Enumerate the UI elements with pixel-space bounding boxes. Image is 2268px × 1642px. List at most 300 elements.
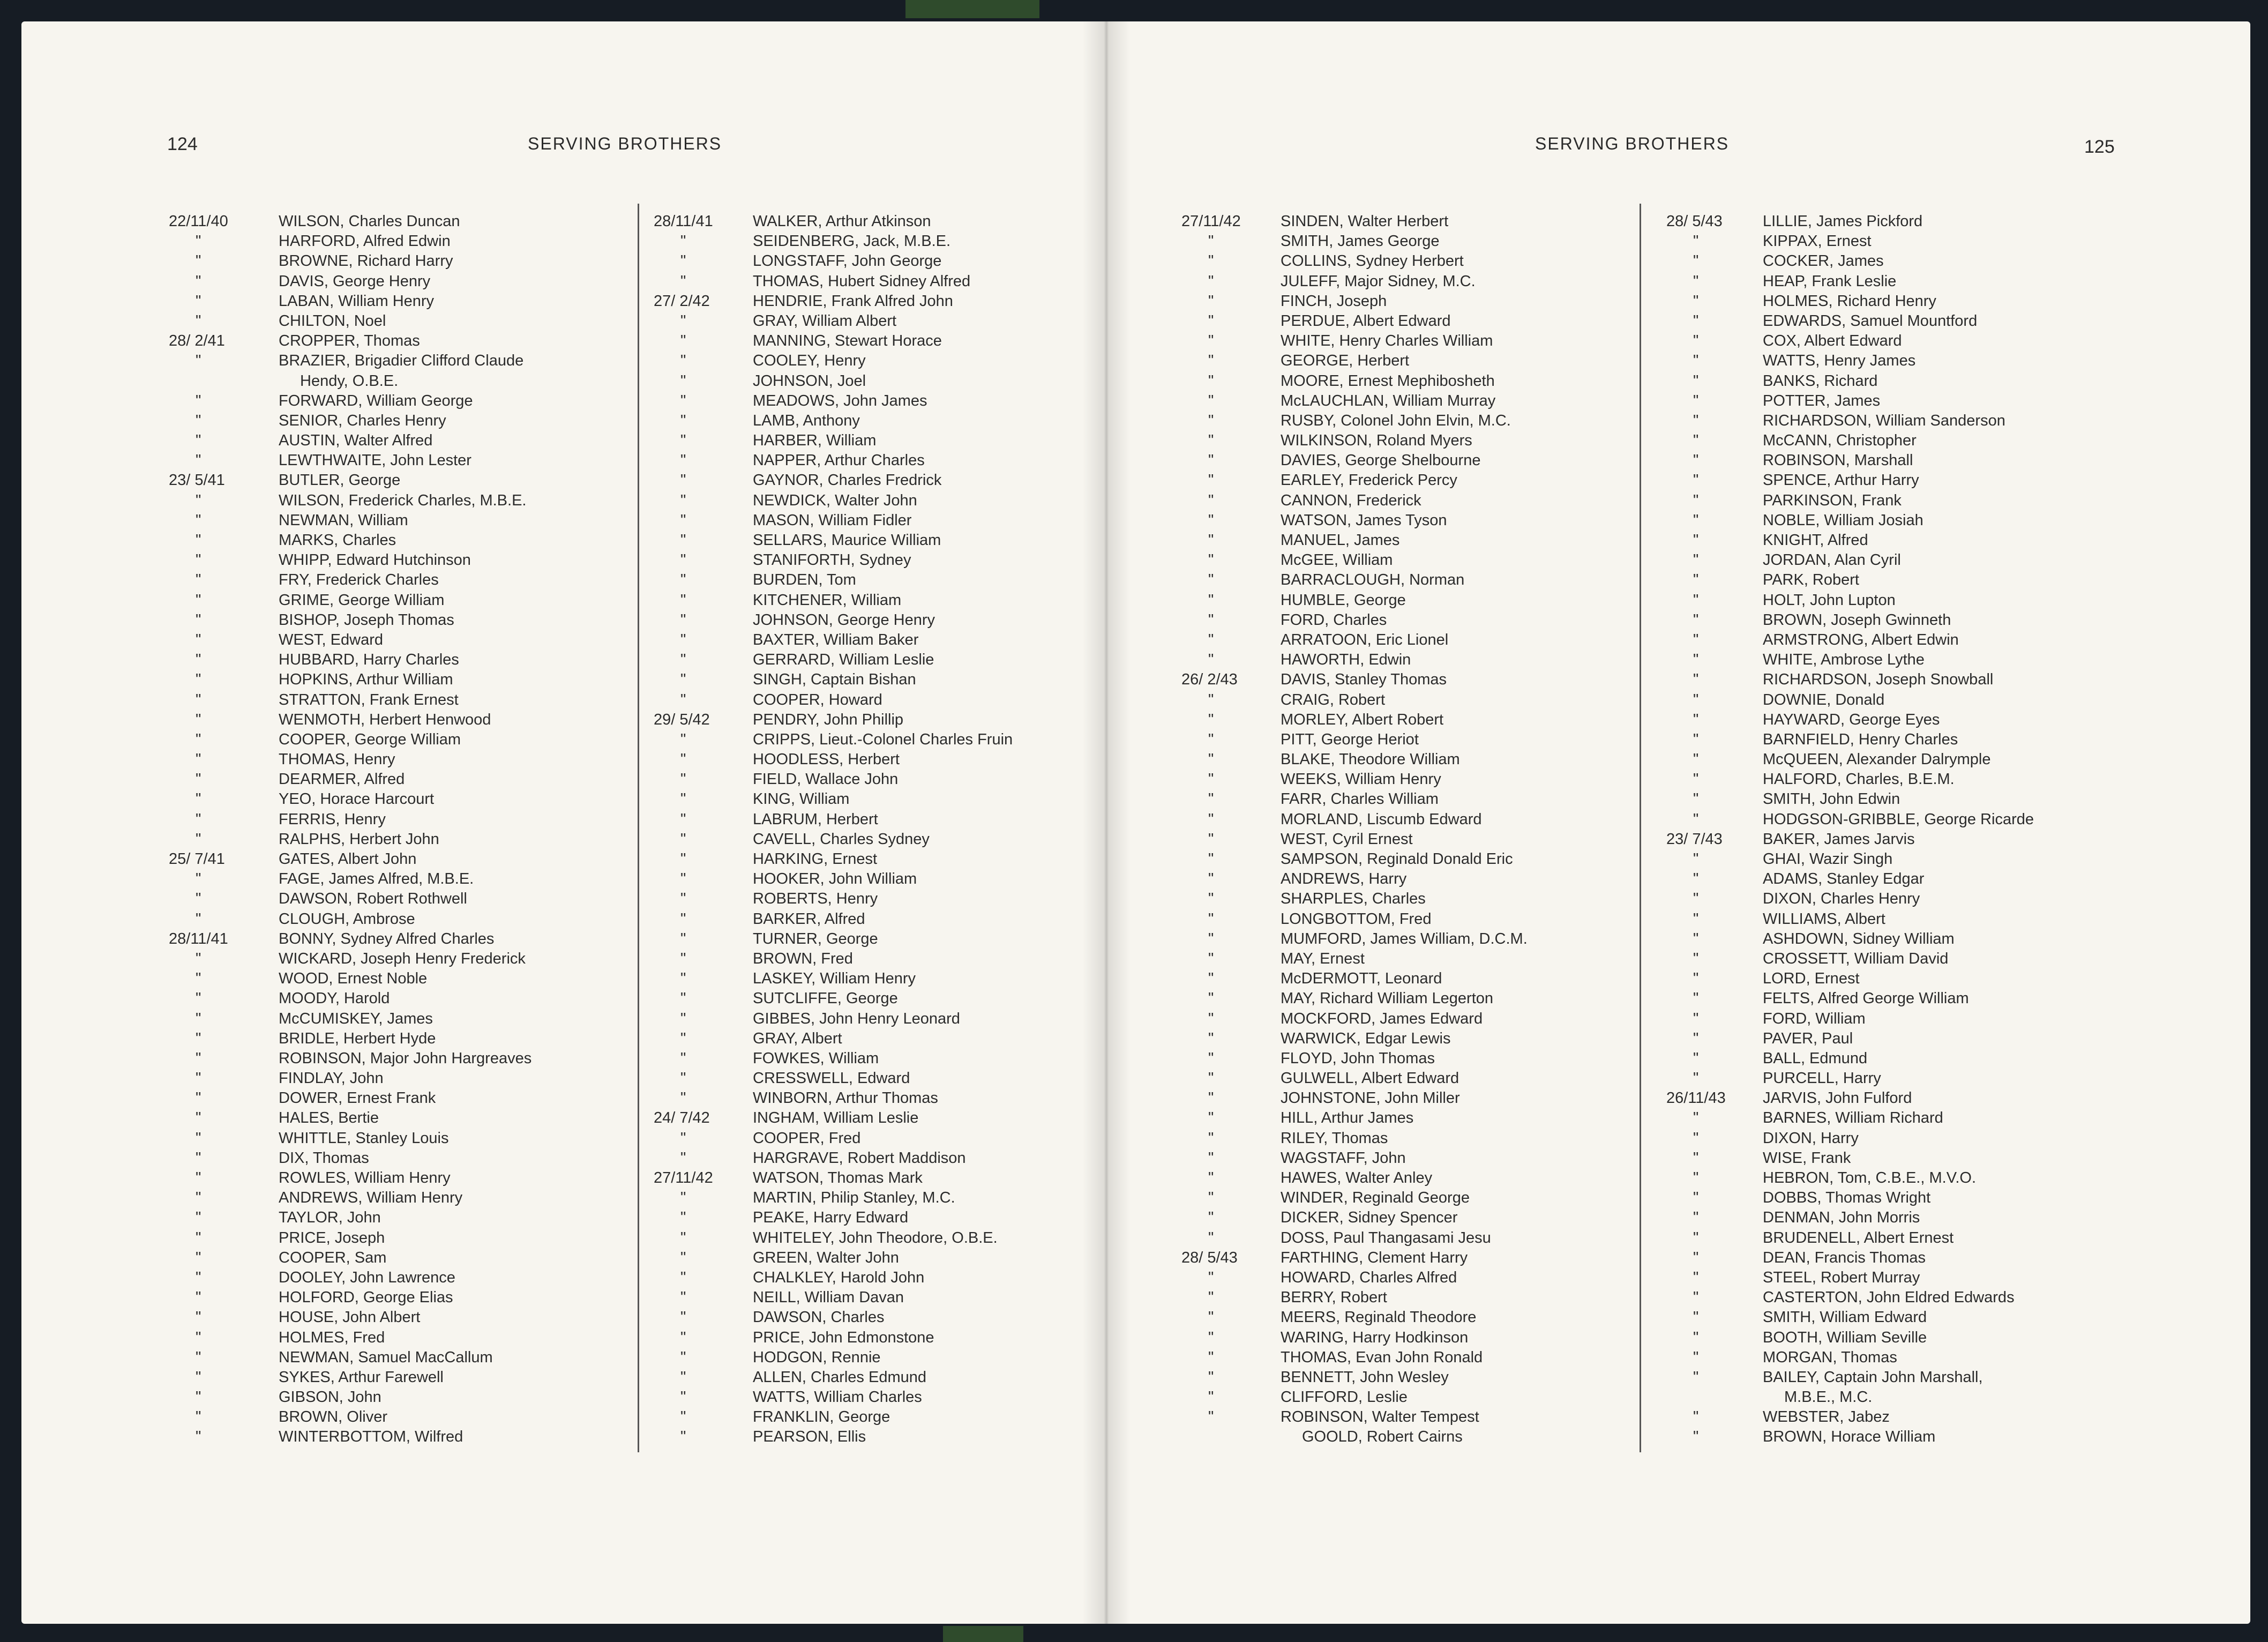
entry-name: DAWSON, Robert Rothwell (279, 890, 467, 908)
entry-name: ROBINSON, Marshall (1763, 452, 1913, 469)
entry-name: MORLEY, Albert Robert (1281, 711, 1444, 728)
entry-date: " (196, 252, 201, 270)
entry-date: " (680, 830, 686, 848)
entry-name: BOOTH, William Seville (1763, 1328, 1927, 1346)
entry-date: " (196, 870, 201, 888)
entry-name: DIXON, Harry (1763, 1129, 1859, 1147)
entry-name: HARGRAVE, Robert Maddison (753, 1149, 966, 1167)
entry-name: COOPER, Sam (279, 1249, 387, 1266)
entry-name: PRICE, John Edmonstone (753, 1328, 934, 1346)
entry-name: GATES, Albert John (279, 850, 417, 868)
entry-date: " (1693, 532, 1699, 549)
entry-date: " (1208, 1268, 1214, 1286)
entry-name: FINDLAY, John (279, 1070, 384, 1087)
entry-date: " (196, 532, 201, 549)
entry-date: " (1208, 890, 1214, 908)
entry-date: " (1208, 1368, 1214, 1386)
entry-name: HOUSE, John Albert (279, 1309, 421, 1326)
entry-date: " (680, 990, 686, 1007)
entry-date: 25/ 7/41 (169, 850, 225, 868)
entry-name: FRANKLIN, George (753, 1408, 890, 1426)
entry-name: McCUMISKEY, James (279, 1010, 433, 1027)
entry-name: WEST, Cyril Ernest (1281, 830, 1413, 848)
entry-date: " (680, 790, 686, 808)
entry-date: " (196, 1169, 201, 1186)
entry-date: " (1208, 631, 1214, 648)
entry-date: " (196, 1408, 201, 1426)
entry-name: WHITE, Henry Charles William (1281, 332, 1493, 350)
entry-date: " (196, 551, 201, 569)
entry-date: " (1693, 1309, 1699, 1326)
entry-date: " (680, 1189, 686, 1207)
entry-name: HAWORTH, Edwin (1281, 651, 1411, 669)
entry-name: SELLARS, Maurice William (753, 532, 941, 549)
entry-name: HOOKER, John William (753, 870, 917, 888)
entry-date: " (680, 352, 686, 370)
entry-date: " (1693, 950, 1699, 967)
entry-date: " (1208, 272, 1214, 290)
entry-date: 28/11/41 (169, 930, 228, 947)
entry-name: WILLIAMS, Albert (1763, 910, 1885, 928)
entry-date: " (1208, 1289, 1214, 1307)
entry-date: " (680, 870, 686, 888)
entry-name: ARRATOON, Eric Lionel (1281, 631, 1449, 648)
entry-date: " (196, 671, 201, 689)
entry-date: " (196, 432, 201, 450)
entry-name: MEADOWS, John James (753, 392, 927, 409)
entry-date: " (1208, 1129, 1214, 1147)
entry-date: " (680, 1309, 686, 1326)
entry-name: HARBER, William (753, 432, 877, 450)
entry-name: SMITH, John Edwin (1763, 790, 1900, 808)
entry-name: JOHNSTONE, John Miller (1281, 1089, 1460, 1107)
entry-name: WINBORN, Arthur Thomas (753, 1089, 938, 1107)
entry-date: " (196, 1428, 201, 1446)
entry-name: HOLMES, Richard Henry (1763, 292, 1936, 310)
entry-date: " (196, 511, 201, 529)
entry-date: " (1693, 910, 1699, 928)
entry-name: BROWN, Fred (753, 950, 853, 967)
entry-name: MARKS, Charles (279, 532, 396, 549)
entry-date: " (680, 332, 686, 350)
entry-name: AUSTIN, Walter Alfred (279, 432, 433, 450)
entry-date: " (196, 412, 201, 429)
entry-date: " (1693, 252, 1699, 270)
entry-date: " (1693, 412, 1699, 429)
entry-name: ADAMS, Stanley Edgar (1763, 870, 1925, 888)
entry-date: 28/ 2/41 (169, 332, 225, 350)
entry-date: " (1208, 1049, 1214, 1067)
entry-name: PITT, George Heriot (1281, 730, 1419, 748)
entry-name: WARING, Harry Hodkinson (1281, 1328, 1469, 1346)
entry-date: " (1208, 810, 1214, 828)
entry-name: BRIDLE, Herbert Hyde (279, 1029, 436, 1047)
entry-name: CRAIG, Robert (1281, 691, 1385, 708)
entry-name: BROWN, Joseph Gwinneth (1763, 611, 1951, 629)
entry-name: GIBSON, John (279, 1389, 381, 1406)
entry-date: " (1208, 1209, 1214, 1227)
entry-date: " (196, 452, 201, 469)
entry-date: " (1208, 1408, 1214, 1426)
entry-name: BARRACLOUGH, Norman (1281, 571, 1465, 589)
entry-date: " (196, 751, 201, 768)
entry-name: HUMBLE, George (1281, 591, 1406, 609)
entry-date: " (1208, 412, 1214, 429)
entry-name: ARMSTRONG, Albert Edwin (1763, 631, 1959, 648)
entry-date: " (1693, 332, 1699, 350)
entry-name: ALLEN, Charles Edmund (753, 1368, 926, 1386)
entry-date: " (1693, 850, 1699, 868)
entry-name: THOMAS, Hubert Sidney Alfred (753, 272, 971, 290)
entry-date: " (1693, 312, 1699, 330)
entry-name: LONGSTAFF, John George (753, 252, 942, 270)
entry-name: CROSSETT, William David (1763, 950, 1949, 967)
entry-name: DAWSON, Charles (753, 1309, 885, 1326)
entry-date: " (196, 830, 201, 848)
entry-name: WATSON, James Tyson (1281, 511, 1447, 529)
entry-name: FORWARD, William George (279, 392, 473, 409)
entry-name: WARWICK, Edgar Lewis (1281, 1029, 1451, 1047)
entry-date: " (196, 730, 201, 748)
entry-date: " (680, 233, 686, 250)
entry-date: " (1208, 990, 1214, 1007)
entry-date: " (1208, 970, 1214, 988)
entry-date: " (1693, 233, 1699, 250)
entry-name: HUBBARD, Harry Charles (279, 651, 459, 669)
entry-date: " (1693, 491, 1699, 509)
entry-date: " (680, 1389, 686, 1406)
entry-name: DEAN, Francis Thomas (1763, 1249, 1926, 1266)
entry-date: " (196, 890, 201, 908)
entry-date: " (680, 810, 686, 828)
entry-date: " (196, 1289, 201, 1307)
entry-name: DAVIS, Stanley Thomas (1281, 671, 1447, 689)
entry-name: LILLIE, James Pickford (1763, 213, 1923, 230)
entry-name: McLAUCHLAN, William Murray (1281, 392, 1496, 409)
entry-date: " (1208, 571, 1214, 589)
entry-name: WHITTLE, Stanley Louis (279, 1129, 449, 1147)
entry-date: " (1208, 452, 1214, 469)
entry-name: YEO, Horace Harcourt (279, 790, 435, 808)
entry-name: HARKING, Ernest (753, 850, 878, 868)
entry-date: " (196, 631, 201, 648)
entry-date: " (1693, 272, 1699, 290)
entry-name: HILL, Arthur James (1281, 1109, 1414, 1127)
entry-name: CANNON, Frederick (1281, 491, 1421, 509)
entry-date: " (1693, 452, 1699, 469)
right-column-divider (1640, 204, 1641, 1452)
left-page (21, 21, 1104, 1624)
entry-name: WOOD, Ernest Noble (279, 970, 428, 988)
entry-date: " (1208, 1389, 1214, 1406)
entry-date: " (1693, 1129, 1699, 1147)
entry-date: " (680, 730, 686, 748)
entry-name: STRATTON, Frank Ernest (279, 691, 459, 708)
entry-name: CRIPPS, Lieut.-Colonel Charles Fruin (753, 730, 1013, 748)
right-page (1104, 21, 2250, 1624)
entry-name: FORD, Charles (1281, 611, 1387, 629)
entry-name: FLOYD, John Thomas (1281, 1049, 1435, 1067)
entry-date: " (1208, 651, 1214, 669)
entry-date: " (680, 272, 686, 290)
entry-date: " (196, 790, 201, 808)
entry-date: 27/11/42 (1181, 213, 1241, 230)
entry-date: " (1693, 472, 1699, 489)
entry-name: JULEFF, Major Sidney, M.C. (1281, 272, 1476, 290)
entry-name: FERRIS, Henry (279, 810, 386, 828)
entry-date: " (196, 810, 201, 828)
entry-date: " (1693, 730, 1699, 748)
entry-name: KITCHENER, William (753, 591, 902, 609)
entry-name: LEWTHWAITE, John Lester (279, 452, 471, 469)
entry-name: PENDRY, John Phillip (753, 711, 904, 728)
entry-name: COCKER, James (1763, 252, 1884, 270)
entry-name: JOHNSON, George Henry (753, 611, 935, 629)
entry-name: WHITELEY, John Theodore, O.B.E. (753, 1229, 998, 1247)
left-page-number: 124 (167, 134, 198, 154)
entry-date: " (1693, 352, 1699, 370)
entry-date: " (1208, 711, 1214, 728)
entry-name: MASON, William Fidler (753, 511, 912, 529)
entry-date: " (1693, 1189, 1699, 1207)
entry-name: KIPPAX, Ernest (1763, 233, 1872, 250)
entry-name: GRAY, William Albert (753, 312, 897, 330)
entry-name: BANKS, Richard (1763, 372, 1878, 390)
entry-name: WALKER, Arthur Atkinson (753, 213, 931, 230)
entry-name: BERRY, Robert (1281, 1289, 1387, 1307)
entry-name: HOLMES, Fred (279, 1328, 385, 1346)
entry-name: DOWNIE, Donald (1763, 691, 1885, 708)
entry-name: BALL, Edmund (1763, 1049, 1868, 1067)
entry-name: FINCH, Joseph (1281, 292, 1387, 310)
entry-name: BARNES, William Richard (1763, 1109, 1943, 1127)
entry-name: DAVIS, George Henry (279, 272, 431, 290)
entry-name: HAWES, Walter Anley (1281, 1169, 1433, 1186)
entry-date: " (1208, 1070, 1214, 1087)
entry-date: " (196, 990, 201, 1007)
entry-date: " (680, 452, 686, 469)
entry-name: PARKINSON, Frank (1763, 491, 1902, 509)
entry-date: " (1693, 1169, 1699, 1186)
entry-name: GAYNOR, Charles Fredrick (753, 472, 942, 489)
entry-date: " (196, 591, 201, 609)
entry-name: SINGH, Captain Bishan (753, 671, 916, 689)
entry-date: 27/ 2/42 (654, 292, 710, 310)
entry-name: MORGAN, Thomas (1763, 1348, 1897, 1366)
entry-date: 28/ 5/43 (1666, 213, 1723, 230)
entry-date: " (1208, 332, 1214, 350)
entry-date: " (680, 1348, 686, 1366)
entry-name: SEIDENBERG, Jack, M.B.E. (753, 233, 951, 250)
entry-name: CROPPER, Thomas (279, 332, 420, 350)
entry-name: THOMAS, Evan John Ronald (1281, 1348, 1483, 1366)
entry-date: " (1208, 551, 1214, 569)
entry-date: " (196, 691, 201, 708)
entry-date: " (680, 432, 686, 450)
entry-name: DOSS, Paul Thangasami Jesu (1281, 1229, 1491, 1247)
entry-name: BRAZIER, Brigadier Clifford Claude (279, 352, 524, 370)
entry-date: " (196, 491, 201, 509)
entry-name: DEARMER, Alfred (279, 771, 405, 788)
entry-name: HOODLESS, Herbert (753, 751, 900, 768)
entry-name: NEWMAN, William (279, 511, 408, 529)
entry-name: PAVER, Paul (1763, 1029, 1853, 1047)
entry-name: FIELD, Wallace John (753, 771, 899, 788)
entry-date: " (1208, 252, 1214, 270)
entry-name: COX, Albert Edward (1763, 332, 1902, 350)
entry-date: " (1208, 1109, 1214, 1127)
entry-date: " (1208, 950, 1214, 967)
entry-date: " (196, 1328, 201, 1346)
entry-name: KING, William (753, 790, 850, 808)
entry-name: HARFORD, Alfred Edwin (279, 233, 451, 250)
entry-date: " (1208, 1149, 1214, 1167)
entry-date: " (1693, 711, 1699, 728)
entry-name: BUTLER, George (279, 472, 401, 489)
entry-name: HOPKINS, Arthur William (279, 671, 453, 689)
entry-name: LONGBOTTOM, Fred (1281, 910, 1432, 928)
entry-name: BONNY, Sydney Alfred Charles (279, 930, 495, 947)
entry-name: BAXTER, William Baker (753, 631, 919, 648)
entry-date: " (680, 751, 686, 768)
entry-date: " (196, 1249, 201, 1266)
entry-name: ANDREWS, Harry (1281, 870, 1407, 888)
entry-date: " (1693, 631, 1699, 648)
entry-name: POTTER, James (1763, 392, 1881, 409)
entry-date: " (1208, 233, 1214, 250)
entry-name: WATSON, Thomas Mark (753, 1169, 923, 1186)
entry-date: " (680, 511, 686, 529)
entry-name: HEAP, Frank Leslie (1763, 272, 1897, 290)
entry-name: RICHARDSON, William Sanderson (1763, 412, 2005, 429)
entry-name: TAYLOR, John (279, 1209, 381, 1227)
entry-name: SAMPSON, Reginald Donald Eric (1281, 850, 1513, 868)
entry-name: HOLT, John Lupton (1763, 591, 1896, 609)
entry-date: " (680, 591, 686, 609)
entry-name: LAMB, Anthony (753, 412, 860, 429)
entry-name: FAGE, James Alfred, M.B.E. (279, 870, 474, 888)
entry-name: THOMAS, Henry (279, 751, 395, 768)
entry-date: " (1693, 432, 1699, 450)
entry-date: " (196, 711, 201, 728)
entry-date: " (1693, 1010, 1699, 1027)
entry-date: " (1693, 611, 1699, 629)
entry-date: " (1693, 990, 1699, 1007)
entry-date: " (1208, 830, 1214, 848)
entry-name: COOPER, Howard (753, 691, 882, 708)
entry-name: McGEE, William (1281, 551, 1393, 569)
entry-date: " (196, 1049, 201, 1067)
entry-name: FELTS, Alfred George William (1763, 990, 1969, 1007)
entry-date: " (196, 611, 201, 629)
entry-date: " (1693, 1289, 1699, 1307)
entry-name: CHILTON, Noel (279, 312, 386, 330)
entry-date: " (680, 930, 686, 947)
entry-date: " (1693, 691, 1699, 708)
entry-date: " (680, 1428, 686, 1446)
entry-name: HOWARD, Charles Alfred (1281, 1268, 1457, 1286)
entry-name: MOORE, Ernest Mephibosheth (1281, 372, 1495, 390)
entry-name: NEILL, William Davan (753, 1289, 904, 1307)
entry-date: " (1208, 1029, 1214, 1047)
entry-name: NEWMAN, Samuel MacCallum (279, 1348, 493, 1366)
entry-date: " (680, 412, 686, 429)
entry-name: CLIFFORD, Leslie (1281, 1389, 1408, 1406)
entry-name: COOLEY, Henry (753, 352, 866, 370)
entry-name: FORD, William (1763, 1010, 1866, 1027)
entry-date: 23/ 7/43 (1666, 830, 1723, 848)
entry-date: 24/ 7/42 (654, 1109, 710, 1127)
entry-name: DOWER, Ernest Frank (279, 1089, 436, 1107)
entry-name: MUMFORD, James William, D.C.M. (1281, 930, 1528, 947)
entry-date: " (1693, 551, 1699, 569)
entry-date: " (1208, 691, 1214, 708)
entry-date: " (1208, 771, 1214, 788)
entry-name: GOOLD, Robert Cairns (1302, 1428, 1463, 1446)
entry-date: " (1693, 671, 1699, 689)
entry-date: " (680, 771, 686, 788)
entry-name: JARVIS, John Fulford (1763, 1089, 1912, 1107)
entry-name: SHARPLES, Charles (1281, 890, 1426, 908)
entry-name: MEERS, Reginald Theodore (1281, 1309, 1477, 1326)
entry-date: " (196, 1129, 201, 1147)
entry-name: ROBERTS, Henry (753, 890, 878, 908)
left-column-divider (638, 204, 639, 1452)
entry-name: WEBSTER, Jabez (1763, 1408, 1890, 1426)
entry-name: FOWKES, William (753, 1049, 879, 1067)
entry-name: MAY, Richard William Legerton (1281, 990, 1494, 1007)
entry-date: " (680, 392, 686, 409)
entry-name: GREEN, Walter John (753, 1249, 899, 1266)
entry-date: " (1208, 1328, 1214, 1346)
entry-date: " (1693, 810, 1699, 828)
entry-date: " (680, 970, 686, 988)
entry-name: MORLAND, Liscumb Edward (1281, 810, 1482, 828)
entry-name: CAVELL, Charles Sydney (753, 830, 930, 848)
entry-name: HODGON, Rennie (753, 1348, 881, 1366)
entry-date: " (680, 1368, 686, 1386)
entry-name: WENMOTH, Herbert Henwood (279, 711, 491, 728)
entry-date: " (680, 1089, 686, 1107)
entry-date: " (1693, 1348, 1699, 1366)
entry-name: WEEKS, William Henry (1281, 771, 1441, 788)
entry-name: WILKINSON, Roland Myers (1281, 432, 1472, 450)
entry-name: PRICE, Joseph (279, 1229, 385, 1247)
entry-name: ROBINSON, Walter Tempest (1281, 1408, 1479, 1426)
entry-name: BRUDENELL, Albert Ernest (1763, 1229, 1954, 1247)
entry-date: " (196, 950, 201, 967)
entry-date: " (196, 1029, 201, 1047)
entry-name: COOPER, Fred (753, 1129, 861, 1147)
entry-name: NAPPER, Arthur Charles (753, 452, 925, 469)
entry-name: WINDER, Reginald George (1281, 1189, 1470, 1207)
entry-date: " (1208, 730, 1214, 748)
entry-name: BAKER, James Jarvis (1763, 830, 1915, 848)
entry-date: " (196, 910, 201, 928)
entry-date: " (1693, 511, 1699, 529)
entry-name: GRAY, Albert (753, 1029, 842, 1047)
entry-date: " (1208, 372, 1214, 390)
entry-date: " (1693, 790, 1699, 808)
entry-name: MANUEL, James (1281, 532, 1400, 549)
entry-name: MOODY, Harold (279, 990, 390, 1007)
entry-date: " (1208, 1169, 1214, 1186)
entry-date: " (196, 292, 201, 310)
entry-date: " (1208, 1309, 1214, 1326)
entry-name: MARTIN, Philip Stanley, M.C. (753, 1189, 955, 1207)
entry-name: TURNER, George (753, 930, 878, 947)
entry-date: " (196, 1189, 201, 1207)
